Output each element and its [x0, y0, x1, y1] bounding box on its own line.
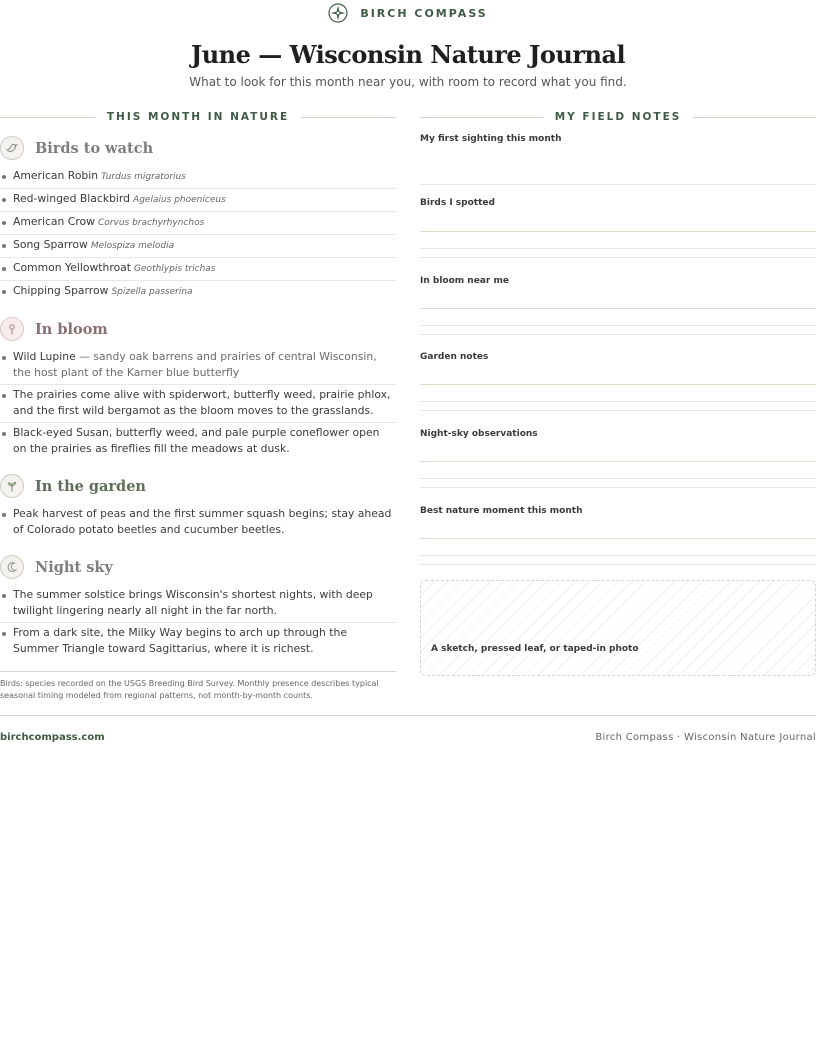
night-sky-title: Night sky: [35, 558, 113, 576]
field-garden-notes[interactable]: [420, 352, 816, 415]
writing-line[interactable]: [420, 231, 816, 232]
sketch-label: A sketch, pressed leaf, or taped-in photo: [431, 644, 639, 654]
footer-divider: [0, 715, 816, 716]
list-item: The prairies come alive with spiderwort, butterfly weed, prairie phlox, and the first wild bergamot as the bloom moves to the grasslands.: [0, 385, 396, 423]
list-item: Common Yellowthroat Geothlypis trichas: [0, 258, 396, 281]
writing-line[interactable]: [420, 487, 816, 488]
list-item: Chipping Sparrow Spizella passerina: [0, 281, 396, 303]
field-best-moment[interactable]: [420, 506, 816, 569]
list-item: The summer solstice brings Wisconsin's shortest nights, with deep twilight lingering nearly all night in the far north.: [0, 585, 396, 623]
night-sky-list: [0, 585, 396, 660]
birds-list: [0, 166, 396, 303]
notes-section-heading: [420, 110, 816, 124]
sprout-icon: [0, 474, 24, 498]
sketch-box[interactable]: [420, 580, 816, 676]
nature-column: [0, 134, 396, 672]
notes-heading-label: MY FIELD NOTES: [554, 111, 682, 123]
bloom-title: In bloom: [35, 320, 108, 338]
page-title: June — Wisconsin Nature Journal: [190, 40, 626, 69]
nature-section-heading: [0, 110, 396, 124]
birds-title: Birds to watch: [35, 139, 154, 157]
writing-line[interactable]: [420, 461, 816, 462]
birds-heading: [0, 134, 396, 162]
writing-line[interactable]: [420, 325, 816, 326]
compass-icon: [328, 3, 348, 23]
bloom-list: [0, 347, 396, 460]
writing-line[interactable]: [420, 410, 816, 411]
garden-list: [0, 504, 396, 541]
list-item: From a dark site, the Milky Way begins to arch up through the Summer Triangle toward Sagittarius, where it is richest.: [0, 623, 396, 660]
field-label: Best nature moment this month: [420, 506, 583, 516]
writing-line[interactable]: [420, 384, 816, 385]
writing-line[interactable]: [420, 184, 816, 185]
writing-line[interactable]: [420, 564, 816, 565]
list-item: American Crow Corvus brachyrhynchos: [0, 212, 396, 235]
writing-line[interactable]: [420, 257, 816, 258]
field-label: Birds I spotted: [420, 198, 495, 208]
writing-line[interactable]: [420, 248, 816, 249]
nature-heading-label: THIS MONTH IN NATURE: [106, 111, 290, 123]
night-sky-heading: [0, 553, 396, 581]
list-item: Song Sparrow Melospiza melodia: [0, 235, 396, 258]
field-birds-spotted[interactable]: [420, 198, 816, 262]
list-item: Black-eyed Susan, butterfly weed, and pale purple coneflower open on the prairies as fireflies fill the meadows at dusk.: [0, 423, 396, 460]
writing-line[interactable]: [420, 401, 816, 402]
garden-heading: [0, 472, 396, 500]
list-item: American Robin Turdus migratorius: [0, 166, 396, 189]
flower-icon: [0, 317, 24, 341]
field-in-bloom[interactable]: [420, 276, 816, 338]
field-notes-column: [420, 134, 816, 569]
page-subtitle: What to look for this month near you, with room to record what you find.: [189, 75, 627, 89]
field-night-sky[interactable]: [420, 429, 816, 492]
field-label: Garden notes: [420, 352, 489, 362]
footer-website[interactable]: birchcompass.com: [0, 732, 105, 743]
bird-icon: [0, 136, 24, 160]
field-label: My first sighting this month: [420, 134, 562, 144]
field-first-sighting[interactable]: [420, 134, 816, 184]
garden-title: In the garden: [35, 477, 146, 495]
field-label: In bloom near me: [420, 276, 509, 286]
brand: [0, 2, 816, 24]
birds-footnote: Birds: species recorded on the USGS Breeding Bird Survey. Monthly presence describes typical seasonal timing modeled from regional patterns, not month-by-month counts.: [0, 671, 396, 702]
writing-line[interactable]: [420, 334, 816, 335]
list-item: Peak harvest of peas and the first summer squash begins; stay ahead of Colorado potato beetles and cucumber beetles.: [0, 504, 396, 541]
writing-line[interactable]: [420, 555, 816, 556]
writing-line[interactable]: [420, 308, 816, 309]
moon-icon: [0, 555, 24, 579]
brand-name: BIRCH COMPASS: [360, 6, 488, 20]
footer-credit: Birch Compass · Wisconsin Nature Journal: [595, 732, 816, 743]
writing-line[interactable]: [420, 538, 816, 539]
field-label: Night-sky observations: [420, 429, 538, 439]
list-item: Wild Lupine — sandy oak barrens and prairies of central Wisconsin, the host plant of the Karner blue butterfly: [0, 347, 396, 385]
bloom-heading: [0, 315, 396, 343]
writing-line[interactable]: [420, 478, 816, 479]
list-item: Red-winged Blackbird Agelaius phoeniceus: [0, 189, 396, 212]
